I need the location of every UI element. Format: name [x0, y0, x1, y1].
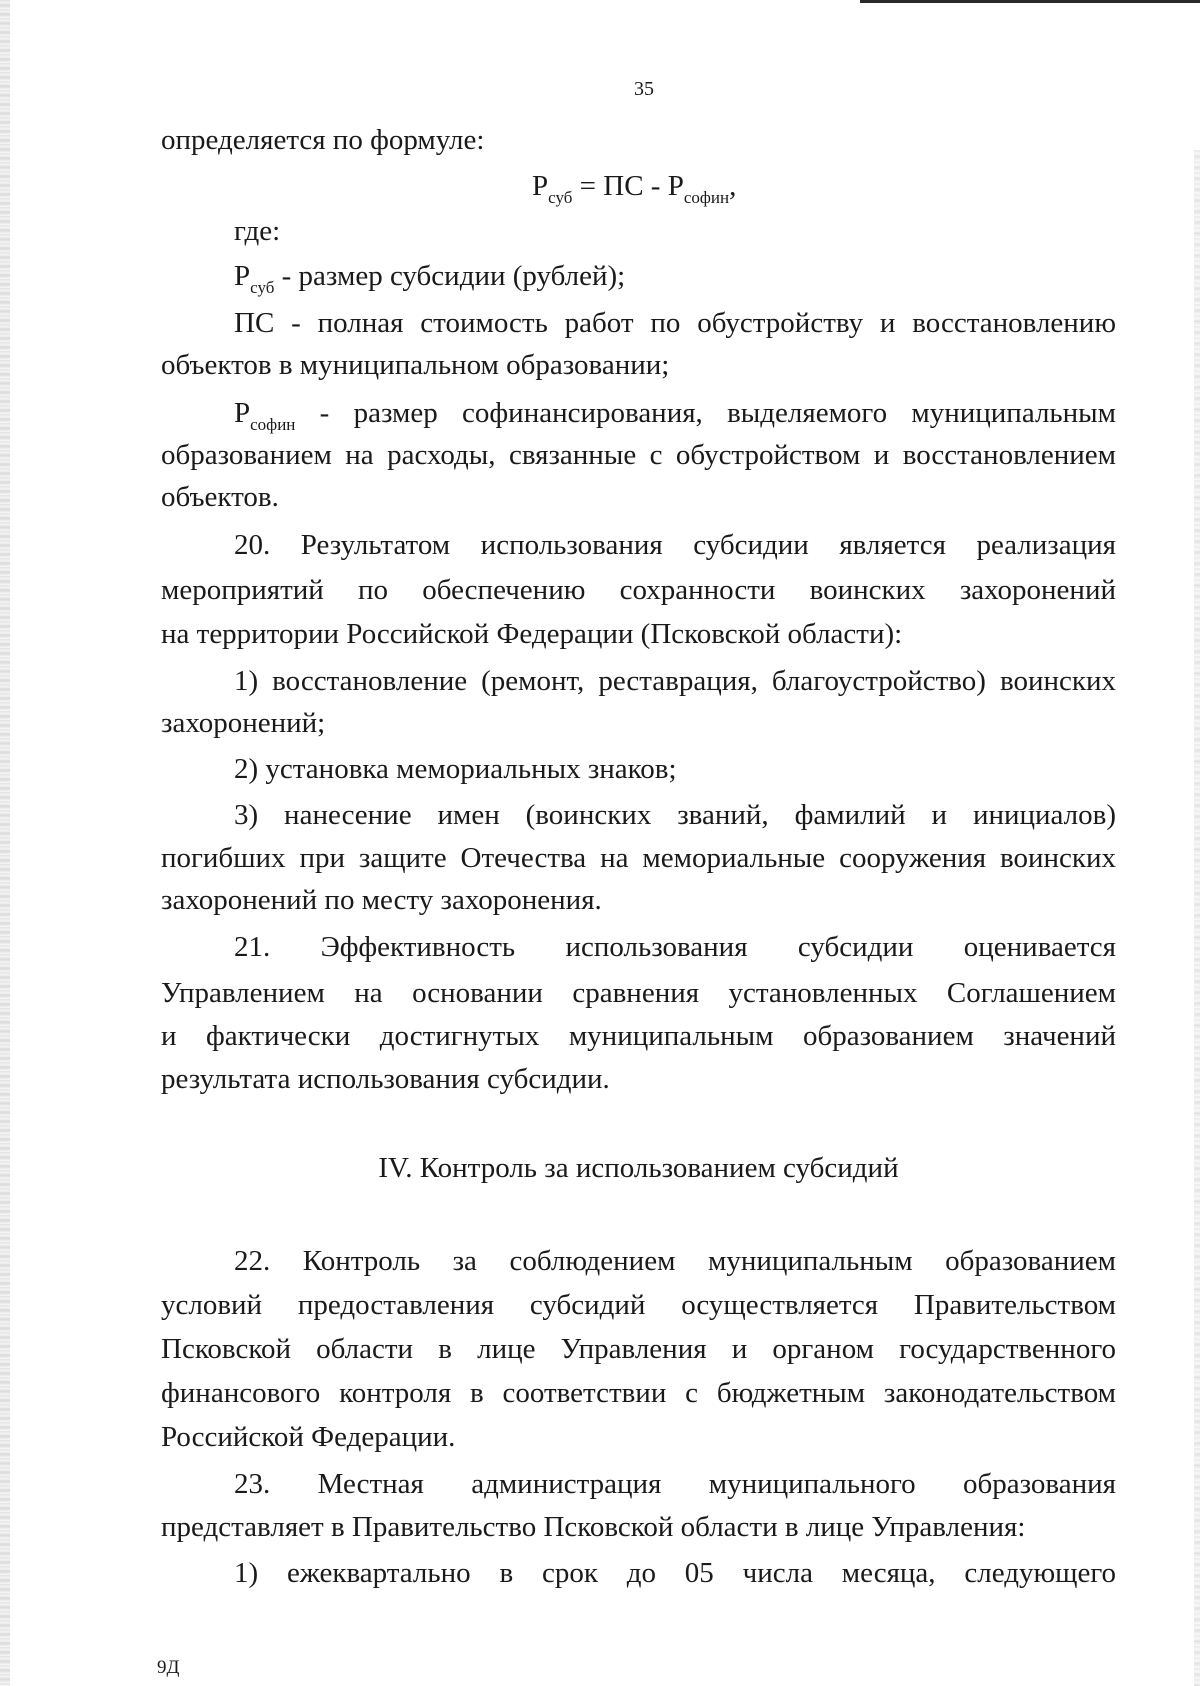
text-line: образованием на расходы, связанные с обустройством и восстановлением [161, 439, 1116, 471]
definition-text: - размер субсидии (рублей); [274, 260, 626, 292]
list-item: 1) восстановление (ремонт, реставрация, благоустройство) воинских [234, 665, 1116, 697]
text-line: где: [234, 215, 281, 247]
scan-edge-left [0, 0, 10, 1686]
text-line: 21. Эффективность использования субсидии оценивается [234, 931, 1116, 963]
text-line: Управлением на основании сравнения установленных Соглашением [161, 977, 1116, 1009]
text-line: условий предоставления субсидий осуществляется Правительством [161, 1289, 1116, 1321]
text-line: погибших при защите Отечества на мемориальные сооружения воинских [161, 842, 1116, 874]
formula-lhs: P [532, 170, 549, 202]
text-line: 20. Результатом использования субсидии является реализация [234, 529, 1116, 561]
text-line: и фактически достигнутых муниципальным образованием значений [161, 1020, 1116, 1052]
text-line: Российской Федерации. [161, 1421, 456, 1453]
formula-lhs-subscript: суб [548, 188, 573, 207]
variable: P [234, 260, 251, 292]
formula-rhs-subscript: софин [683, 188, 730, 207]
page-number: 35 [634, 78, 654, 100]
list-item: 2) установка мемориальных знаков; [234, 753, 677, 785]
text-line: объектов. [161, 481, 279, 513]
text-line: мероприятий по обеспечению сохранности воинских захоронений [161, 574, 1116, 606]
text-line: финансового контроля в соответствии с бюджетным законодательством [161, 1377, 1116, 1409]
text-line: объектов в муниципальном образовании; [161, 349, 670, 381]
variable-subscript: суб [250, 278, 275, 297]
scan-edge-top [860, 0, 1200, 3]
scan-edge-right [1194, 150, 1200, 1686]
text-line: захоронений по месту захоронения. [161, 884, 602, 916]
formula-tail: , [729, 170, 737, 202]
text-line: захоронений; [161, 707, 326, 739]
formula-equals: = ПС - [572, 170, 668, 202]
definition-line [234, 395, 1116, 435]
formula [532, 168, 736, 208]
text-line: 23. Местная администрация муниципального образования [234, 1468, 1116, 1500]
formula-rhs: P [667, 170, 684, 202]
variable: P [234, 397, 251, 429]
text-line: Псковской области в лице Управления и органом государственного [161, 1333, 1116, 1365]
text-line: ПС - полная стоимость работ по обустройству и восстановлению [234, 307, 1116, 339]
text-line: определяется по формуле: [161, 124, 485, 156]
list-item: 3) нанесение имен (воинских званий, фамилий и инициалов) [234, 799, 1116, 831]
text-line: 22. Контроль за соблюдением муниципальным образованием [234, 1245, 1116, 1277]
variable-subscript: софин [250, 415, 296, 434]
footer-code: 9Д [157, 1657, 180, 1678]
list-item: 1) ежеквартально в срок до 05 числа месяца, следующего [234, 1557, 1116, 1589]
definition-text: - размер софинансирования, выделяемого муниципальным [295, 397, 1116, 429]
text-line: представляет в Правительство Псковской области в лице Управления: [161, 1511, 1026, 1543]
section-heading: IV. Контроль за использованием субсидий [378, 1152, 899, 1184]
text-line: результата использования субсидии. [161, 1063, 610, 1095]
definition-line [234, 258, 1116, 298]
text-line: на территории Российской Федерации (Псковской области): [161, 618, 903, 650]
